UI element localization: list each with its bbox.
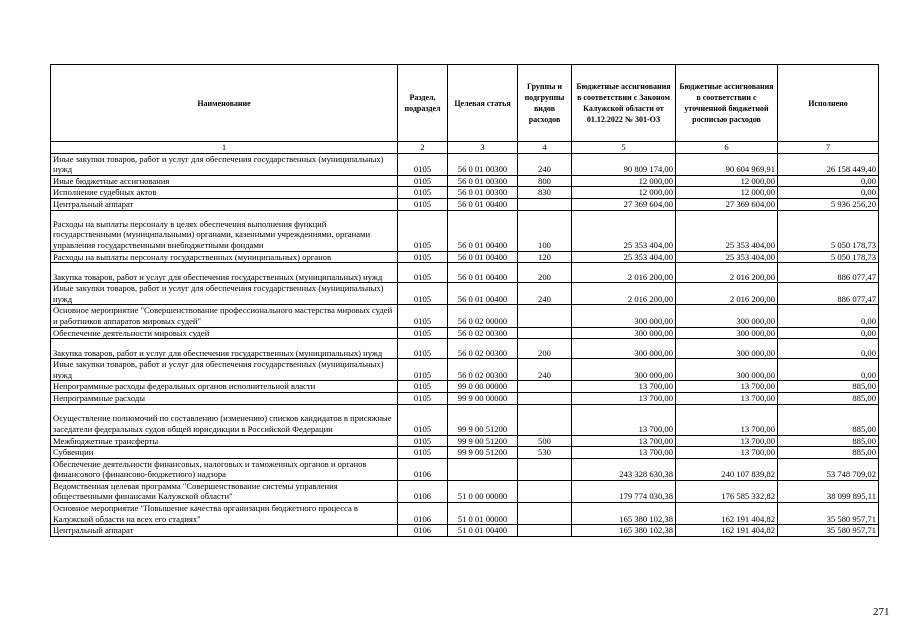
cell-law-budget: 12 000,00 (572, 175, 676, 187)
column-number: 1 (51, 142, 398, 154)
cell-law-budget: 13 700,00 (572, 435, 676, 447)
cell-law-budget: 243 328 630,38 (572, 458, 676, 480)
cell-law-budget: 12 000,00 (572, 187, 676, 199)
table-row (51, 198, 879, 210)
cell-name: Иные закупки товаров, работ и услуг для обеспечения государственных (муниципальных) нужд (51, 359, 398, 381)
cell-name: Межбюджетные трансферты (51, 435, 398, 447)
cell-law-budget: 300 000,00 (572, 339, 676, 359)
cell-article: 56 0 02 00300 (448, 327, 518, 339)
cell-roster-budget: 2 016 200,00 (676, 283, 778, 305)
cell-law-budget: 13 700,00 (572, 447, 676, 459)
cell-name: Непрограммные расходы федеральных органов исполнительной власти (51, 381, 398, 393)
cell-roster-budget: 13 700,00 (676, 435, 778, 447)
cell-executed: 35 580 957,71 (778, 525, 879, 537)
cell-article: 56 0 01 00300 (448, 153, 518, 175)
table-row (51, 480, 879, 502)
table-row (51, 381, 879, 393)
cell-section: 0106 (398, 525, 448, 537)
cell-name: Основное мероприятие "Повышение качества организации бюджетного процесса в Калужской области на всех его стадиях" (51, 503, 398, 525)
cell-article: 56 0 02 00300 (448, 359, 518, 381)
cell-name: Ведомственная целевая программа "Совершенствование системы управления общественными финансами Калужской области" (51, 480, 398, 502)
cell-section: 0105 (398, 198, 448, 210)
table-row (51, 153, 879, 175)
table-row (51, 404, 879, 435)
cell-group (518, 198, 572, 210)
cell-article: 99 9 00 51200 (448, 447, 518, 459)
table-row (51, 305, 879, 327)
cell-executed: 885,00 (778, 404, 879, 435)
cell-roster-budget: 90 604 969,91 (676, 153, 778, 175)
table-row (51, 327, 879, 339)
cell-section: 0106 (398, 480, 448, 502)
cell-name: Субвенции (51, 447, 398, 459)
cell-law-budget: 300 000,00 (572, 327, 676, 339)
table-row (51, 503, 879, 525)
cell-executed: 5 050 178,73 (778, 210, 879, 251)
cell-law-budget: 13 700,00 (572, 392, 676, 404)
cell-section: 0105 (398, 404, 448, 435)
cell-law-budget: 165 380 102,38 (572, 503, 676, 525)
cell-roster-budget: 240 107 839,82 (676, 458, 778, 480)
cell-law-budget: 165 380 102,38 (572, 525, 676, 537)
column-number: 5 (572, 142, 676, 154)
cell-executed: 38 099 895,11 (778, 480, 879, 502)
table-row (51, 339, 879, 359)
cell-section: 0105 (398, 187, 448, 199)
cell-article: 56 0 01 00400 (448, 251, 518, 263)
cell-name: Центральный аппарат (51, 525, 398, 537)
cell-group: 240 (518, 359, 572, 381)
cell-article: 99 9 00 51200 (448, 404, 518, 435)
cell-roster-budget: 176 585 332,82 (676, 480, 778, 502)
cell-law-budget: 25 353 404,00 (572, 251, 676, 263)
table-row (51, 210, 879, 251)
cell-section: 0105 (398, 392, 448, 404)
cell-law-budget: 179 774 030,38 (572, 480, 676, 502)
cell-roster-budget: 300 000,00 (676, 359, 778, 381)
header-law-budget: Бюджетные ассигнования в соответствии с Законом Калужской области от 01.12.2022 № 301-ОЗ (572, 65, 676, 142)
column-number: 6 (676, 142, 778, 154)
cell-roster-budget: 13 700,00 (676, 392, 778, 404)
table-row (51, 263, 879, 283)
cell-roster-budget: 2 016 200,00 (676, 263, 778, 283)
cell-law-budget: 13 700,00 (572, 381, 676, 393)
cell-section: 0105 (398, 305, 448, 327)
cell-name: Осуществление полномочий по составлению (изменению) списков кандидатов в присяжные заседатели федеральных судов общей юрисдикции в Российской Федерации (51, 404, 398, 435)
cell-roster-budget: 12 000,00 (676, 187, 778, 199)
cell-section: 0105 (398, 327, 448, 339)
cell-executed: 53 748 709,02 (778, 458, 879, 480)
table-row (51, 447, 879, 459)
cell-group (518, 305, 572, 327)
cell-group: 200 (518, 339, 572, 359)
table-row (51, 283, 879, 305)
cell-executed: 5 936 256,20 (778, 198, 879, 210)
cell-section: 0105 (398, 339, 448, 359)
page-number: 271 (873, 606, 890, 618)
cell-group (518, 480, 572, 502)
cell-roster-budget: 25 353 404,00 (676, 251, 778, 263)
table-row (51, 175, 879, 187)
column-number: 4 (518, 142, 572, 154)
cell-name: Иные бюджетные ассигнования (51, 175, 398, 187)
cell-law-budget: 300 000,00 (572, 305, 676, 327)
budget-table (50, 64, 879, 537)
cell-executed: 5 050 178,73 (778, 251, 879, 263)
cell-roster-budget: 12 000,00 (676, 175, 778, 187)
header-section: Раздел, подраздел (398, 65, 448, 142)
header-name: Наименование (51, 65, 398, 142)
cell-section: 0105 (398, 251, 448, 263)
cell-section: 0105 (398, 153, 448, 175)
cell-group (518, 392, 572, 404)
cell-name: Закупка товаров, работ и услуг для обеспечения государственных (муниципальных) нужд (51, 263, 398, 283)
header-group: Группы и подгруппы видов расходов (518, 65, 572, 142)
header-article: Целевая статья (448, 65, 518, 142)
cell-section: 0105 (398, 381, 448, 393)
cell-group: 120 (518, 251, 572, 263)
cell-group (518, 381, 572, 393)
header-roster-budget: Бюджетные ассигнования в соответствии с уточненной бюджетной росписью расходов (676, 65, 778, 142)
table-row (51, 251, 879, 263)
cell-section: 0106 (398, 503, 448, 525)
header-row (51, 65, 879, 142)
cell-name: Основное мероприятие "Совершенствование профессионального мастерства мировых судей и работников аппаратов мировых судей" (51, 305, 398, 327)
cell-name: Иные закупки товаров, работ и услуг для обеспечения государственных (муниципальных) нужд (51, 283, 398, 305)
cell-executed: 0,00 (778, 339, 879, 359)
table-row (51, 187, 879, 199)
cell-article: 56 0 01 00300 (448, 187, 518, 199)
cell-executed: 26 158 449,40 (778, 153, 879, 175)
cell-executed: 885,00 (778, 447, 879, 459)
cell-name: Расходы на выплаты персоналу государственных (муниципальных) органов (51, 251, 398, 263)
cell-name: Обеспечение деятельности мировых судей (51, 327, 398, 339)
cell-section: 0105 (398, 435, 448, 447)
cell-executed: 885,00 (778, 392, 879, 404)
cell-name: Закупка товаров, работ и услуг для обеспечения государственных (муниципальных) нужд (51, 339, 398, 359)
cell-article: 99 0 00 00000 (448, 381, 518, 393)
cell-section: 0105 (398, 175, 448, 187)
cell-article: 51 0 01 00400 (448, 525, 518, 537)
column-number: 3 (448, 142, 518, 154)
cell-article: 56 0 02 00000 (448, 305, 518, 327)
cell-roster-budget: 300 000,00 (676, 339, 778, 359)
cell-roster-budget: 27 369 604,00 (676, 198, 778, 210)
cell-executed: 886 077,47 (778, 283, 879, 305)
cell-executed: 886 077,47 (778, 263, 879, 283)
cell-executed: 0,00 (778, 327, 879, 339)
cell-group: 530 (518, 447, 572, 459)
cell-roster-budget: 13 700,00 (676, 381, 778, 393)
table-body (51, 153, 879, 536)
cell-executed: 0,00 (778, 187, 879, 199)
cell-group: 830 (518, 187, 572, 199)
column-number: 7 (778, 142, 879, 154)
column-number-row (51, 142, 879, 154)
cell-section: 0105 (398, 210, 448, 251)
cell-executed: 35 580 957,71 (778, 503, 879, 525)
cell-article: 99 9 00 51200 (448, 435, 518, 447)
table-row (51, 458, 879, 480)
cell-roster-budget: 162 191 404,82 (676, 525, 778, 537)
cell-roster-budget: 162 191 404,82 (676, 503, 778, 525)
cell-name: Центральный аппарат (51, 198, 398, 210)
column-number: 2 (398, 142, 448, 154)
cell-section: 0105 (398, 263, 448, 283)
cell-article: 51 0 01 00000 (448, 503, 518, 525)
cell-name: Исполнение судебных актов (51, 187, 398, 199)
cell-law-budget: 27 369 604,00 (572, 198, 676, 210)
cell-group: 500 (518, 435, 572, 447)
cell-law-budget: 13 700,00 (572, 404, 676, 435)
cell-group (518, 458, 572, 480)
cell-law-budget: 300 000,00 (572, 359, 676, 381)
cell-article: 99 9 00 00000 (448, 392, 518, 404)
cell-name: Обеспечение деятельности финансовых, налоговых и таможенных органов и органов финансового (финансово-бюджетного) надзора (51, 458, 398, 480)
cell-article: 56 0 01 00400 (448, 198, 518, 210)
cell-article: 56 0 02 00300 (448, 339, 518, 359)
cell-article: 56 0 01 00400 (448, 283, 518, 305)
cell-group: 240 (518, 283, 572, 305)
cell-name: Расходы на выплаты персоналу в целях обеспечения выполнения функций государственными (муниципальными) органами, казенными учреждениями, органами управления государственными внебюджетными фондами (51, 210, 398, 251)
table-row (51, 392, 879, 404)
cell-roster-budget: 13 700,00 (676, 404, 778, 435)
cell-roster-budget: 300 000,00 (676, 327, 778, 339)
cell-section: 0105 (398, 283, 448, 305)
cell-executed: 885,00 (778, 435, 879, 447)
cell-article: 56 0 01 00300 (448, 175, 518, 187)
cell-executed: 885,00 (778, 381, 879, 393)
cell-executed: 0,00 (778, 175, 879, 187)
cell-article: 56 0 01 00400 (448, 263, 518, 283)
cell-article (448, 458, 518, 480)
cell-article: 51 0 00 00000 (448, 480, 518, 502)
cell-group: 100 (518, 210, 572, 251)
cell-law-budget: 25 353 404,00 (572, 210, 676, 251)
cell-roster-budget: 300 000,00 (676, 305, 778, 327)
cell-group (518, 327, 572, 339)
cell-group (518, 404, 572, 435)
cell-law-budget: 2 016 200,00 (572, 283, 676, 305)
table-row (51, 525, 879, 537)
cell-group (518, 525, 572, 537)
cell-group (518, 503, 572, 525)
cell-group: 800 (518, 175, 572, 187)
cell-law-budget: 90 809 174,00 (572, 153, 676, 175)
cell-section: 0105 (398, 447, 448, 459)
cell-article: 56 0 01 00400 (448, 210, 518, 251)
cell-name: Иные закупки товаров, работ и услуг для обеспечения государственных (муниципальных) нужд (51, 153, 398, 175)
cell-roster-budget: 25 353 404,00 (676, 210, 778, 251)
table-row (51, 359, 879, 381)
cell-roster-budget: 13 700,00 (676, 447, 778, 459)
table-row (51, 435, 879, 447)
cell-executed: 0,00 (778, 359, 879, 381)
cell-group: 200 (518, 263, 572, 283)
cell-section: 0105 (398, 359, 448, 381)
header-executed: Исполнено (778, 65, 879, 142)
cell-executed: 0,00 (778, 305, 879, 327)
cell-name: Непрограммные расходы (51, 392, 398, 404)
cell-law-budget: 2 016 200,00 (572, 263, 676, 283)
cell-group: 240 (518, 153, 572, 175)
cell-section: 0106 (398, 458, 448, 480)
